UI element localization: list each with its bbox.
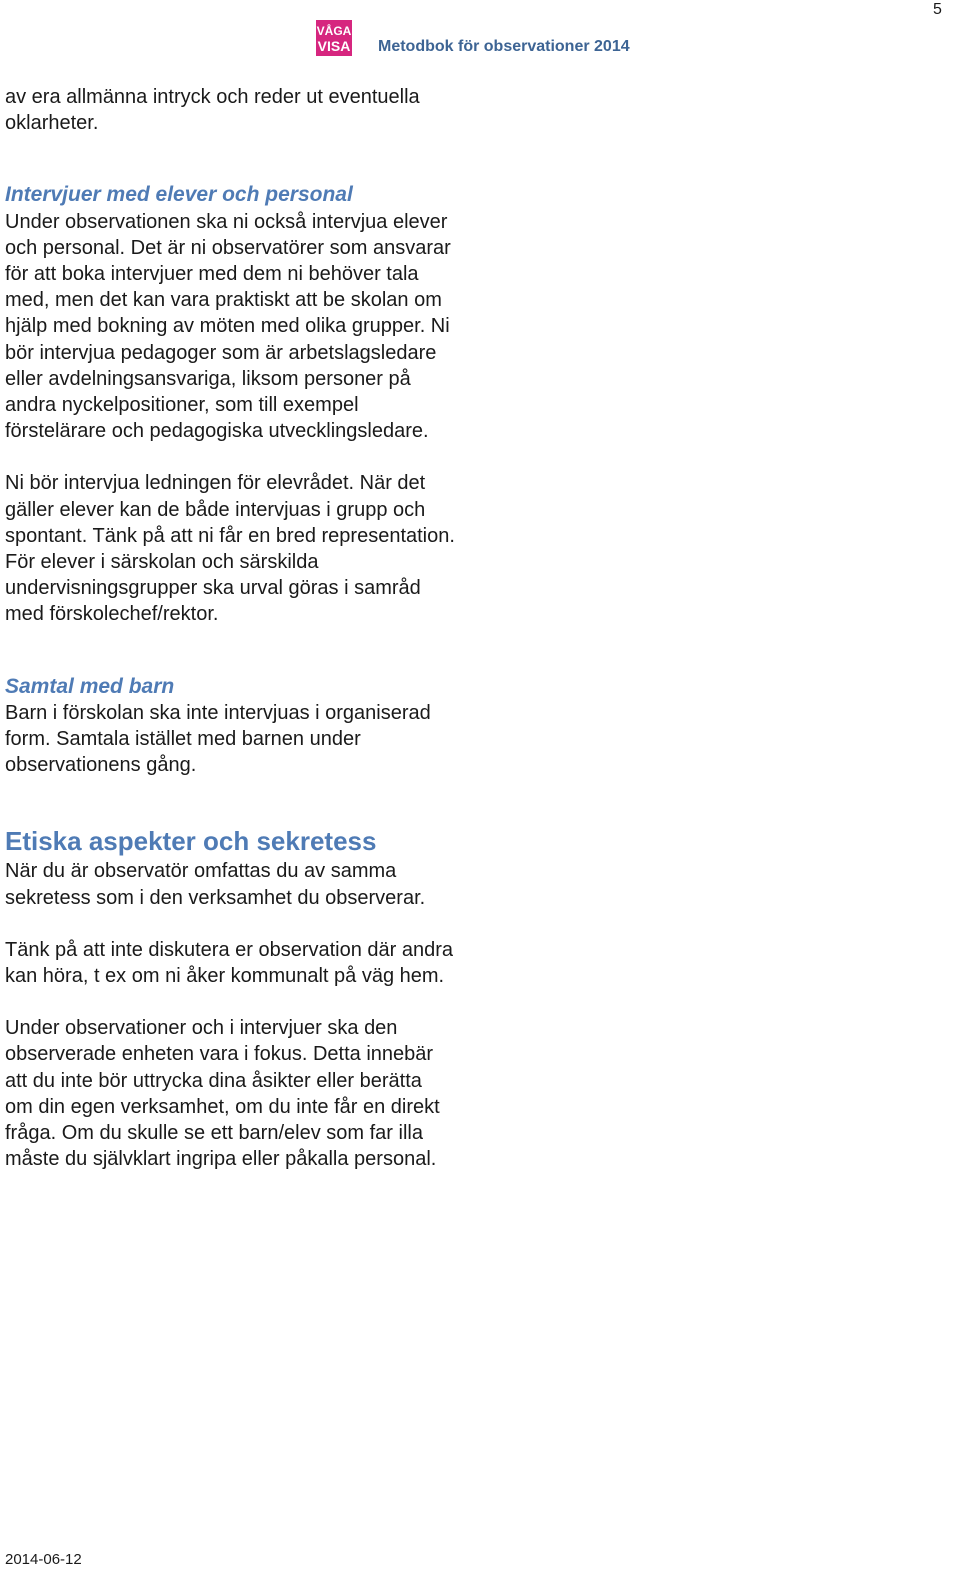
page-content	[5, 84, 455, 1173]
vaga-visa-logo	[316, 20, 352, 56]
logo-line-1: VÅGA	[316, 24, 352, 38]
logo-line-2: VISA	[317, 38, 351, 54]
ethics-paragraph-2: Tänk på att inte diskutera er observation där andra kan höra, t ex om ni åker kommunalt på väg hem.	[5, 938, 454, 988]
children-paragraph-1: Barn i förskolan ska inte intervjuas i organiserad form. Samtala istället med barnen under observationens gång.	[5, 701, 431, 777]
page-number: 5	[933, 1, 942, 18]
footer-date: 2014-06-12	[5, 1551, 82, 1568]
section-heading-interviews: Intervjuer med elever och personal	[5, 183, 353, 207]
interviews-paragraph-1: Under observationen ska ni också intervjua elever och personal. Det är ni observatörer som ansvarar för att boka intervjuer med dem ni behöver tala med, men det kan vara praktiskt att be skolan om hjälp med bokning av möten med olika grupper. Ni bör intervjua pedagoger som är arbetslagsledare eller avdelningsansvariga, liksom personer på andra nyckelpositioner, som till exempel förstelärare och pedagogiska utvecklingsledare.	[5, 210, 451, 443]
section-heading-children: Samtal med barn	[5, 674, 175, 698]
document-header-title: Metodbok för observationer 2014	[378, 38, 630, 55]
ethics-paragraph-1: När du är observatör omfattas du av samma sekretess som i den verksamhet du observerar.	[5, 860, 426, 909]
intro-paragraph: av era allmänna intryck och reder ut eventuella oklarheter.	[5, 86, 420, 135]
ethics-paragraph-3: Under observationer och i intervjuer ska den observerade enheten vara i fokus. Detta innebär att du inte bör uttrycka dina åsikter eller berätta om din egen verksamhet, om du inte får en direkt fråga. Om du skulle se ett barn/elev som far illa måste du självklart ingripa eller påkalla personal.	[5, 1017, 440, 1171]
section-heading-ethics: Etiska aspekter och sekretess	[5, 826, 377, 857]
interviews-paragraph-2: Ni bör intervjua ledningen för elevrådet. När det gäller elever kan de både intervjuas i grupp och spontant. Tänk på att ni får en bred representation. För elever i särskolan och särskilda undervisningsgrupper ska urval göras i samråd med förskolechef/rektor.	[5, 472, 455, 626]
